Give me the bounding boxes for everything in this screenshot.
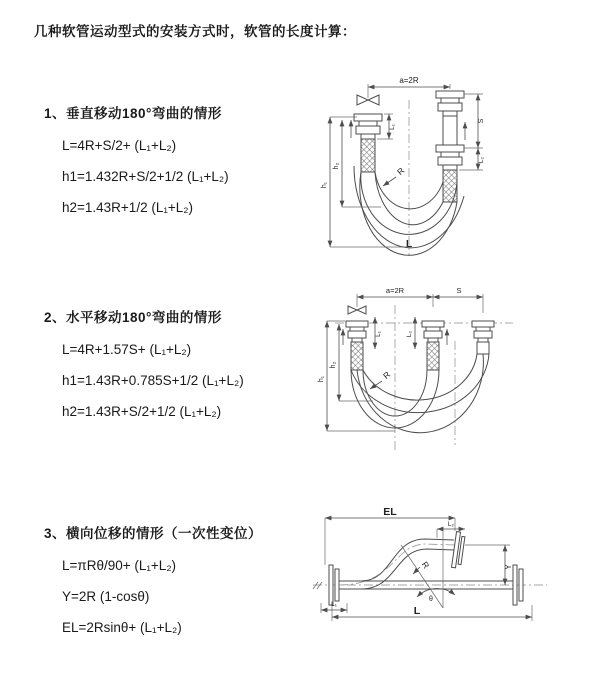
upper-right-flange — [452, 532, 466, 569]
section-3-heading: 3、横向位移的情形（一次性变位） — [44, 526, 263, 541]
radius-label: R — [381, 369, 393, 382]
dim-l — [332, 605, 532, 621]
hose-curves — [351, 354, 489, 433]
section-1-heading: 1、垂直移动180°弯曲的情形 — [44, 106, 222, 121]
formula-length: L=4R+S/2+ (L₁+L₂) — [62, 138, 177, 153]
dim-y — [465, 545, 513, 585]
dim-s — [433, 286, 483, 297]
section-vertical-bend — [44, 102, 229, 215]
dim-s — [464, 94, 485, 148]
diagram-horizontal-bend — [313, 283, 600, 460]
dim-s-label: S — [456, 286, 462, 295]
dim-l2 — [406, 317, 415, 349]
right-flange-fitting-displaced — [472, 321, 494, 354]
dim-h2-label: h₂ — [333, 162, 340, 170]
formula-el: EL=2Rsinθ+ (L₁+L₂) — [62, 620, 182, 635]
dim-s-label: S — [478, 118, 485, 124]
dim-a-2r — [357, 286, 483, 313]
formula-h1: h1=1.432R+S/2+1/2 (L₁+L₂) — [62, 169, 229, 184]
left-flange-fitting — [346, 321, 368, 370]
dim-a-label: a=2R — [385, 286, 405, 295]
radius-label: R — [419, 559, 432, 571]
diagram-lateral-displacement — [305, 505, 600, 655]
braided-hose-section — [443, 170, 457, 202]
section-horizontal-bend — [44, 306, 244, 419]
page-title: 几种软管运动型式的安装方式时，软管的长度计算： — [34, 24, 356, 39]
formula-y: Y=2R (1-cosθ) — [62, 589, 150, 604]
dim-l1-label: L₁ — [389, 124, 396, 130]
dim-l1 — [321, 601, 347, 613]
formula-h2: h2=1.43R+S/2+1/2 (L₁+L₂) — [62, 404, 222, 419]
dim-l1 — [375, 317, 382, 349]
left-flange-fitting — [354, 114, 382, 172]
section-lateral-displacement — [44, 522, 262, 635]
dim-y-label: Y — [504, 564, 513, 570]
braided-hose-section — [351, 342, 363, 370]
dim-h1-label: h₁ — [321, 181, 328, 189]
radius-callout — [370, 369, 392, 389]
angle-label: θ — [429, 596, 433, 603]
formula-h1: h1=1.43R+0.785S+1/2 (L₁+L₂) — [62, 373, 244, 388]
braided-hose-section — [361, 139, 375, 172]
dim-l1-label: L₁ — [375, 331, 382, 337]
dim-l2 — [437, 521, 465, 538]
right-flange-fitting-lower — [436, 145, 464, 202]
formula-h2: h2=1.43R+1/2 (L₁+L₂) — [62, 200, 194, 215]
radius-label: R — [394, 165, 407, 177]
dim-l-label: L — [413, 605, 421, 617]
dim-el — [325, 506, 455, 565]
dim-l2-label: L₂ — [478, 156, 485, 164]
valve-icon — [348, 306, 366, 314]
section-2-heading: 2、水平移动180°弯曲的情形 — [44, 310, 222, 325]
centerline-break-mark — [313, 582, 322, 589]
dim-l1-label: L₁ — [331, 601, 337, 608]
dim-a-label: a=2R — [399, 76, 419, 85]
formula-length: L=πRθ/90+ (L₁+L₂) — [62, 558, 177, 573]
length-label: L — [405, 239, 413, 250]
dim-l2-label: L₂ — [447, 521, 455, 528]
dim-h2-label: h₂ — [330, 361, 337, 369]
dim-el-label: EL — [383, 506, 397, 518]
dim-h1-label: h₁ — [318, 375, 325, 383]
dim-l2-label: L₂ — [406, 330, 413, 338]
radius-callout — [383, 165, 406, 186]
diagram-vertical-bend — [313, 70, 593, 260]
braided-hose-section — [427, 342, 439, 370]
formula-length: L=4R+1.57S+ (L₁+L₂) — [62, 342, 192, 357]
right-flange-fitting-upper — [436, 91, 464, 145]
middle-flange-fitting — [422, 321, 444, 370]
